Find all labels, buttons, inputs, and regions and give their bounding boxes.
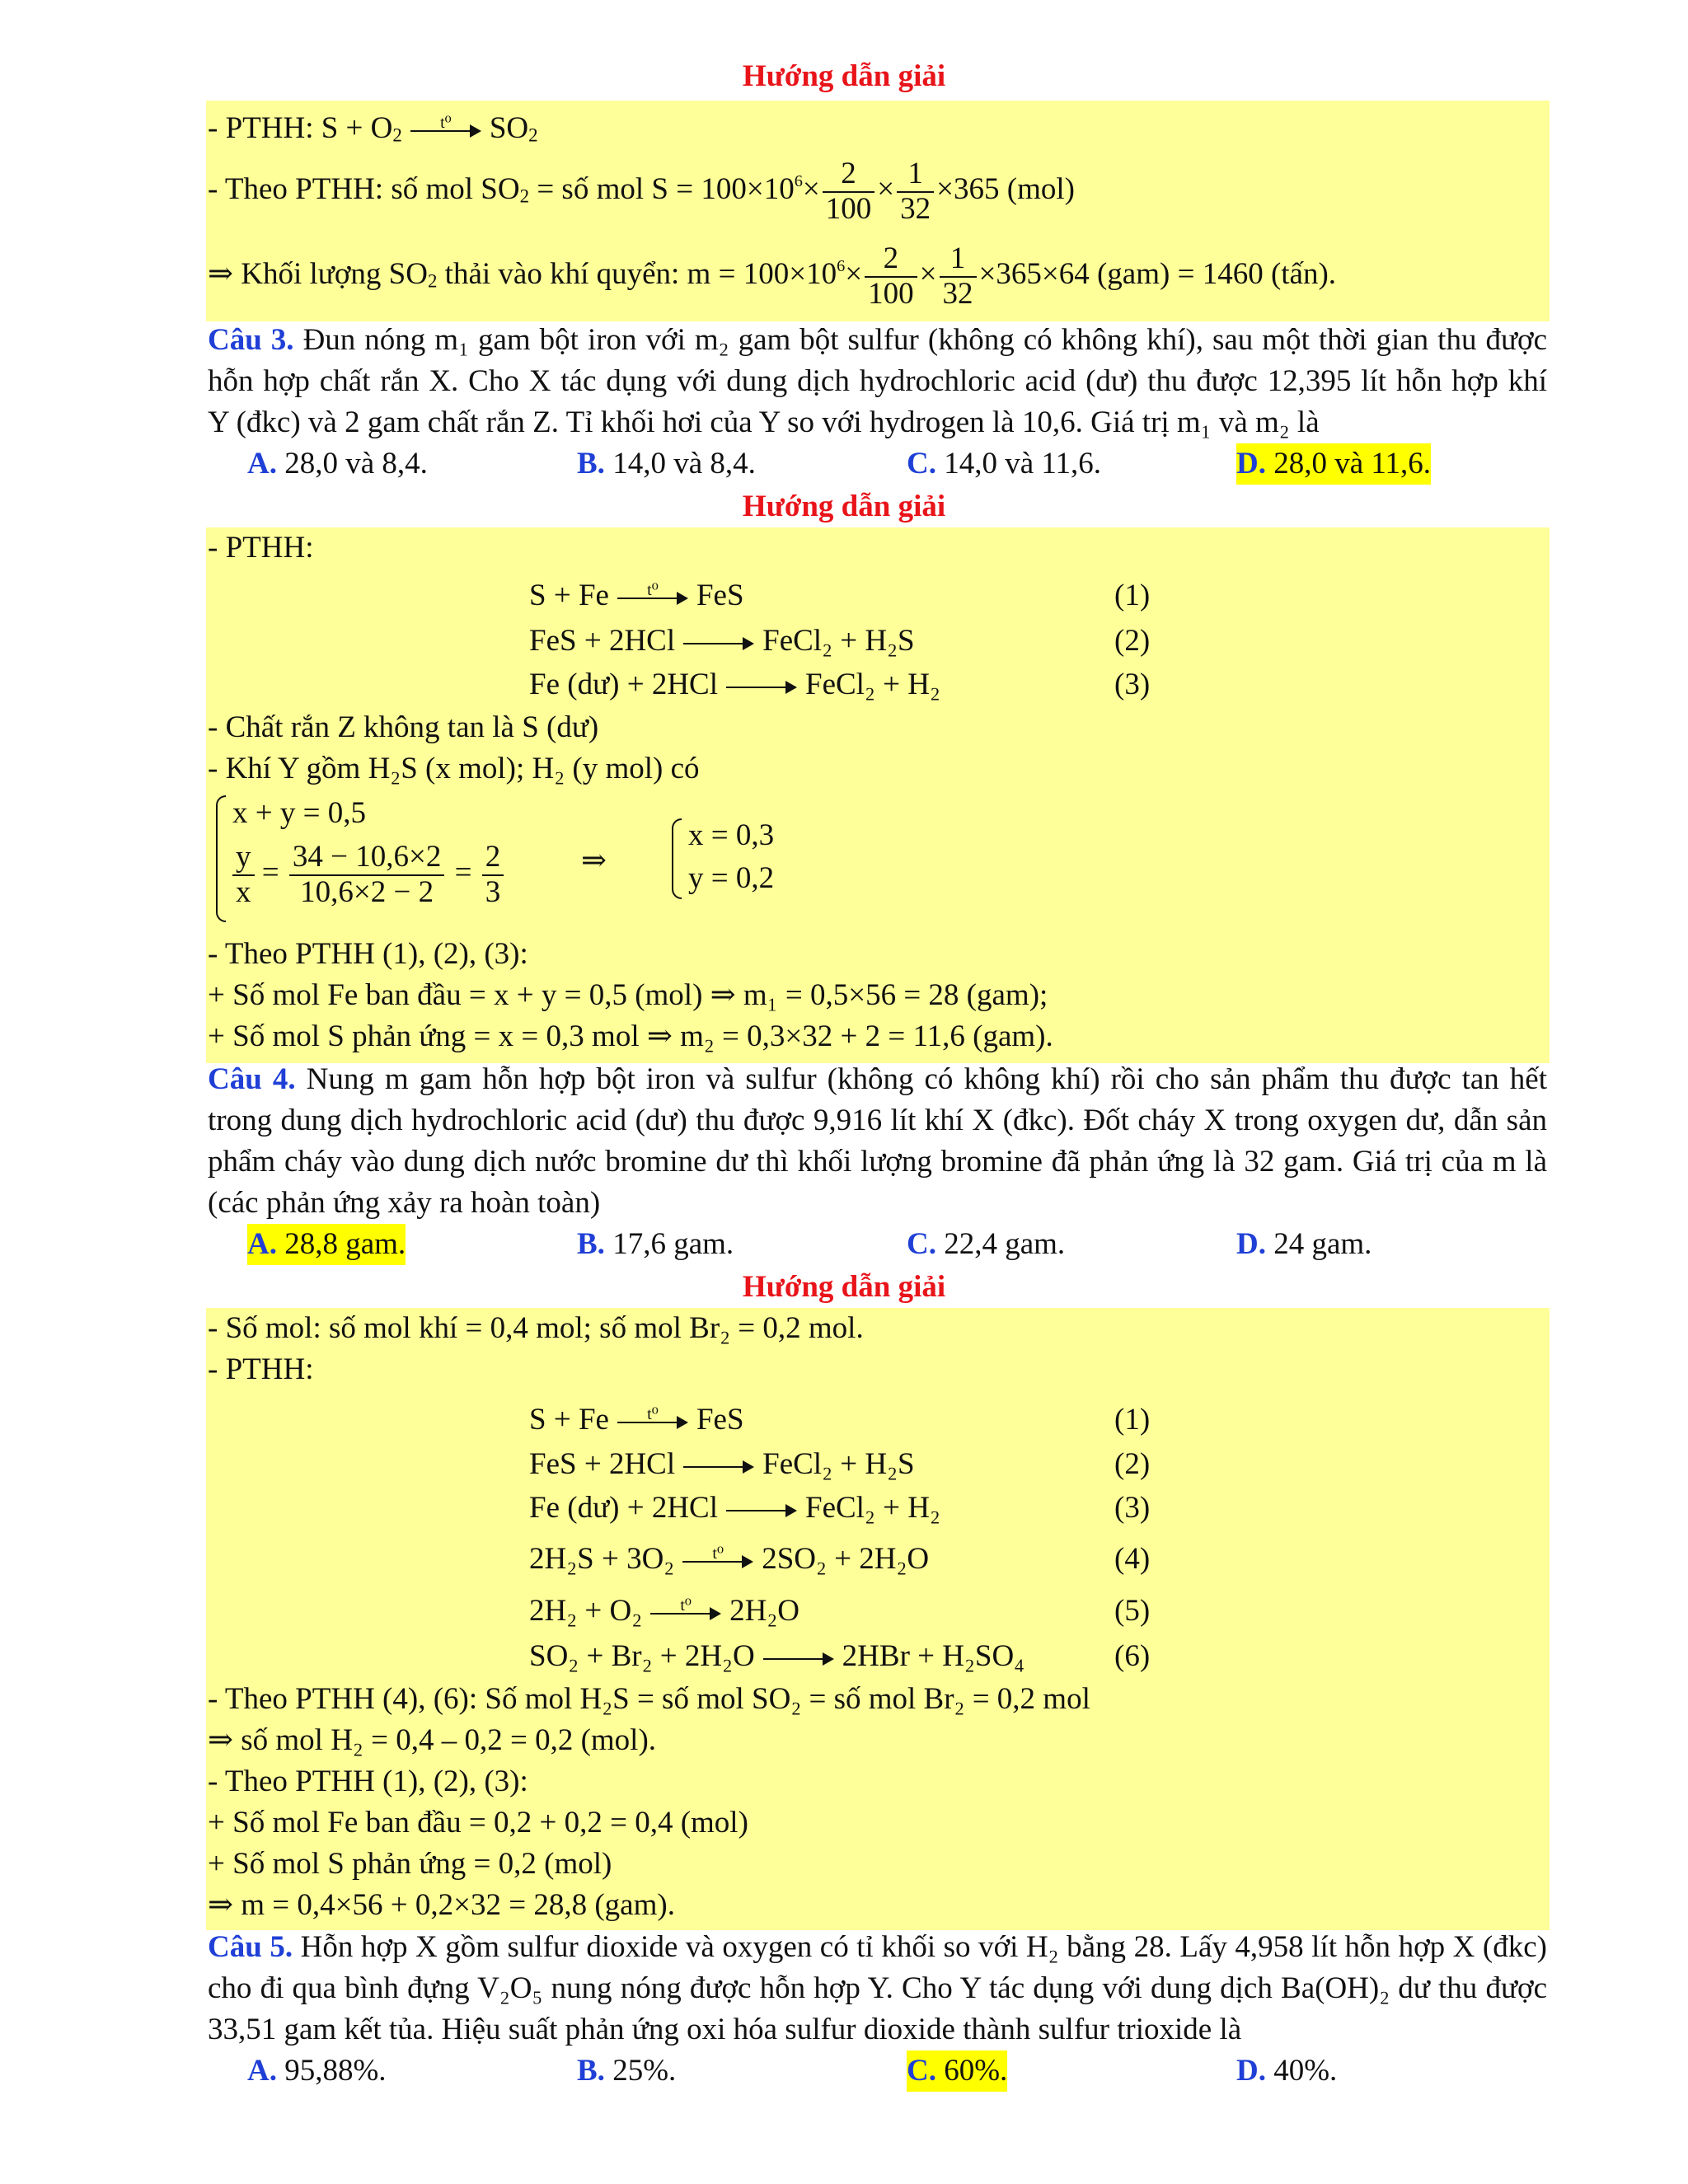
question-5-line: Câu 5. Hỗn hợp X gồm sulfur dioxide và oxygen có tỉ khối so với H₂ bằng 28. Lấy 4,958 lít hỗn hợp X (đkc) (208, 1930, 1547, 1964)
option-a-correct[interactable]: A. 28,8 gam. (247, 1224, 406, 1265)
pthh-label: - PTHH: (208, 1352, 314, 1386)
option-b[interactable]: B. 17,6 gam. (577, 1227, 734, 1261)
option-b[interactable]: B. 14,0 và 8,4. (577, 447, 756, 480)
question-label: Câu 5. (208, 1930, 293, 1964)
question-4-line: phẩm cháy vào dung dịch nước bromine dư thì khối lượng bromine đã phản ứng là 32 gam. Giá trị của m là (208, 1145, 1547, 1179)
reaction-3: Fe (dư) + 2HCl FeCl₂ + H₂ (3) (529, 1491, 1151, 1525)
reaction-arrow-icon: t⁰ (617, 1415, 688, 1430)
question-3-line: Y (đkc) và 2 gam chất rắn Z. Tỉ khối hơi của Y so với hydrogen là 10,6. Giá trị m₁ và m₂ là (208, 405, 1320, 439)
option-c-correct[interactable]: C. 60%. (907, 2050, 1007, 2092)
left-brace-icon (672, 818, 682, 899)
mol-so2-line: - Theo PTHH: số mol $SO_2$ = số mol $S = 100\times 10^6\times$ $\frac{2}{100}$ × $\frac{1}{32}$ ×365 (mol) (208, 156, 1075, 226)
pthh-line: - PTHH: $S + O_2$ t⁰ $SO_2$ (208, 111, 538, 146)
result-y: y = 0,2 (688, 861, 775, 895)
question-4-line: Câu 4. Nung m gam hỗn hợp bột iron và sulfur (không có không khí) rồi cho sản phẩm thu được tan hết (208, 1062, 1547, 1096)
reaction-3: Fe (dư) + 2HCl FeCl₂ + H₂ (3) (529, 668, 1151, 701)
solution-line: + Số mol S phản ứng = x = 0,3 mol ⇒ m₂ = 0,3×32 + 2 = 11,6 (gam). (208, 1019, 1053, 1053)
reaction-arrow-icon (683, 1460, 754, 1474)
option-c[interactable]: C. 14,0 và 11,6. (907, 447, 1102, 480)
question-5-line: 33,51 gam kết tủa. Hiệu suất phản ứng oxi hóa sulfur dioxide thành sulfur trioxide là (208, 2013, 1242, 2046)
reaction-2: FeS + 2HCl FeCl₂ + H₂S (2) (529, 1447, 1151, 1481)
reaction-arrow-icon: t⁰ (617, 591, 688, 606)
pthh-label: - PTHH: (208, 531, 314, 565)
solution-line: - Theo PTHH (1), (2), (3): (208, 1765, 528, 1798)
solution-line: - Khí Y gồm H₂S (x mol); H₂ (y mol) có (208, 752, 700, 785)
solution-heading: Hướng dẫn giải (742, 490, 946, 523)
option-d[interactable]: D. 40%. (1236, 2054, 1338, 2088)
question-5-line: cho đi qua bình đựng V₂O₅ nung nóng được hỗn hợp Y. Cho Y tác dụng với dung dịch Ba(OH)₂ dư thu được (208, 1971, 1547, 2005)
reaction-4: 2H₂S + 3O₂ t⁰ 2SO₂ + 2H₂O (4) (529, 1542, 1151, 1576)
reaction-arrow-icon (726, 680, 797, 695)
reaction-1: S + Fe t⁰ FeS (1) (529, 579, 1151, 612)
solution-line: ⇒ số mol H₂ = 0,4 – 0,2 = 0,2 (mol). (208, 1723, 657, 1757)
solution-heading: Hướng dẫn giải (742, 59, 946, 93)
reaction-arrow-icon: t⁰ (682, 1554, 753, 1569)
result-x: x = 0,3 (688, 818, 775, 852)
reaction-arrow-icon: t⁰ (410, 124, 481, 138)
question-label: Câu 4. (208, 1062, 296, 1096)
option-d-correct[interactable]: D. 28,0 và 11,6. (1236, 443, 1431, 485)
reaction-arrow-icon: t⁰ (650, 1606, 721, 1621)
reaction-1: S + Fe t⁰ FeS (1) (529, 1403, 1151, 1436)
question-4-line: trong dung dịch hydrochloric acid (dư) thu được 9,916 lít khí X (đkc). Đốt cháy X trong oxygen dư, dẫn sản (208, 1104, 1547, 1137)
mass-so2-line: ⇒ Khối lượng $SO_2$ thải vào khí quyển: $m = 100\times 10^6\times$ $\frac{2}{100}$ × $\frac{1}{32}$ ×365×64 (gam) = 1460 (tấn). (208, 241, 1337, 311)
implies-icon: ⇒ (581, 844, 607, 878)
option-a[interactable]: A. 28,0 và 8,4. (247, 447, 428, 480)
fraction: $\frac{2}{100}$ (823, 157, 875, 226)
option-d[interactable]: D. 24 gam. (1236, 1227, 1372, 1261)
system-eq-2: $\frac{y}{x}$ = $\frac{34 - 10,6\times 2}{10,6\times 2 - 2}$ = $\frac{2}{3}$ (232, 841, 1572, 923)
solution-line: - Theo PTHH (4), (6): Số mol H₂S = số mol SO₂ = số mol Br₂ = 0,2 mol (208, 1682, 1090, 1716)
reaction-arrow-icon (726, 1503, 797, 1518)
fraction: $\frac{2}{100}$ (865, 242, 917, 311)
option-a[interactable]: A. 95,88%. (247, 2054, 387, 2088)
left-brace-icon (216, 795, 226, 922)
solution-line: + Số mol S phản ứng = 0,2 (mol) (208, 1847, 612, 1881)
solution-heading: Hướng dẫn giải (742, 1270, 946, 1304)
solution-line: - Theo PTHH (1), (2), (3): (208, 937, 528, 971)
solution-line: - Số mol: số mol khí = 0,4 mol; số mol Br₂ = 0,2 mol. (208, 1311, 864, 1345)
option-b[interactable]: B. 25%. (577, 2054, 677, 2088)
question-3-line: hỗn hợp chất rắn X. Cho X tác dụng với dung dịch hydrochloric acid (dư) thu được 12,395 lít hỗn hợp khí (208, 364, 1547, 398)
fraction: $\frac{1}{32}$ (897, 157, 934, 226)
question-3-line: Câu 3. Đun nóng m₁ gam bột iron với m₂ gam bột sulfur (không có không khí), sau một thời gian thu được (208, 323, 1547, 357)
question-4-line: (các phản ứng xảy ra hoàn toàn) (208, 1186, 601, 1220)
reaction-2: FeS + 2HCl FeCl₂ + H₂S (2) (529, 624, 1151, 658)
solution-line: + Số mol Fe ban đầu = x + y = 0,5 (mol) ⇒ m₁ = 0,5×56 = 28 (gam); (208, 978, 1048, 1012)
solution-line: ⇒ m = 0,4×56 + 0,2×32 = 28,8 (gam). (208, 1888, 675, 1922)
option-c[interactable]: C. 22,4 gam. (907, 1227, 1066, 1261)
fraction: $\frac{1}{32}$ (940, 242, 977, 311)
system-eq-1: x + y = 0,5 (232, 796, 366, 830)
reaction-6: SO₂ + Br₂ + 2H₂O 2HBr + H₂SO₄ (6) (529, 1639, 1151, 1673)
question-label: Câu 3. (208, 323, 294, 357)
solution-line: - Chất rắn Z không tan là S (dư) (208, 710, 599, 744)
solution-line: + Số mol Fe ban đầu = 0,2 + 0,2 = 0,4 (mol) (208, 1806, 748, 1840)
reaction-arrow-icon (763, 1652, 834, 1666)
reaction-5: 2H₂ + O₂ t⁰ 2H₂O (5) (529, 1594, 1151, 1628)
reaction-arrow-icon (683, 636, 754, 651)
